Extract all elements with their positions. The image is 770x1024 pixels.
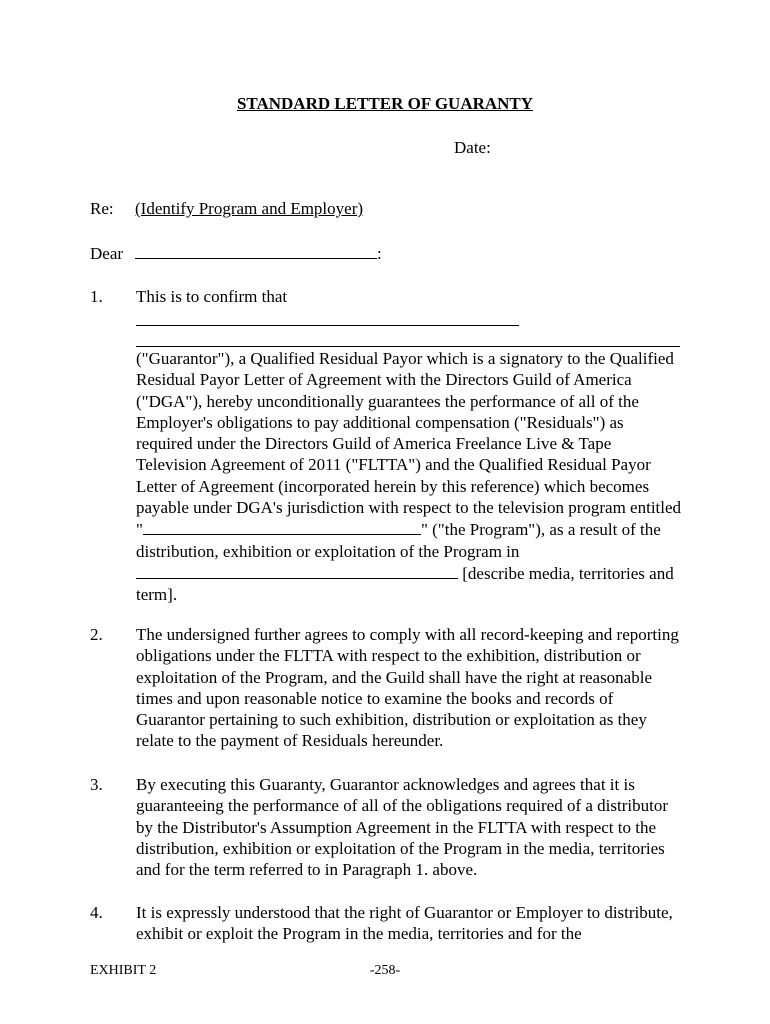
re-line [90,199,363,219]
paragraph-text [136,348,682,606]
paragraph-text: The undersigned further agrees to comply with all record-keeping and reporting obligations under the FLTTA with respect to the exhibition, distribution or exploitation of the Program, and the Guild shall have the right at reasonable times and upon reasonable notice to examine the books and records of Guarantor pertaining to such exhibition, distribution or exploitation as they relate to the payment of Residuals hereunder. [136,625,679,751]
paragraph-1-intro [90,286,682,307]
paragraph-text-part1: ("Guarantor"), a Qualified Residual Payor which is a signatory to the Qualified Residual Payor Letter of Agreement with the Directors Guild of America ("DGA"), hereby unconditionally guarantees the performance of all of the Employer's obligations to pay additional compensation ("Residuals") as required under the Directors Guild of America Freelance Live & Tape Television Agreement of 2011 ("FLTTA") and the Qualified Residual Payor Letter of Agreement (incorporated herein by this reference) which becomes payable under DGA's jurisdiction with respect to the television program entitled " [136,349,682,540]
program-title-blank [143,518,421,535]
page-number: -258- [369,963,401,978]
media-territories-blank [136,562,458,579]
paragraph-number: 3. [90,775,103,794]
paragraph-number: 1. [90,287,103,306]
guarantor-name-blank-2 [136,346,680,347]
salutation-line [90,242,382,264]
re-label: Re: [90,199,114,218]
addressee-blank [135,242,377,259]
paragraph-3 [90,774,682,880]
paragraph-number: 4. [90,903,103,922]
guarantor-name-blank-1 [136,325,519,326]
paragraph-4 [90,902,682,945]
paragraph-text-part3: [describe media, territories and term]. [136,563,674,605]
salutation-colon: : [377,244,382,263]
paragraph-intro-text: This is to confirm that [136,287,288,306]
document-title: STANDARD LETTER OF GUARANTY [236,94,534,113]
paragraph-text-part2: " ("the Program"), as a result of the distribution, exhibition or exploitation of the Program in [136,520,661,561]
paragraph-2 [90,624,682,752]
paragraph-1-body [90,348,682,606]
re-text: (Identify Program and Employer) [135,199,364,218]
paragraph-text: It is expressly understood that the right of Guarantor or Employer to distribute, exhibit or exploit the Program in the media, territories and for the [136,903,673,944]
paragraph-number: 2. [90,625,103,644]
date-label: Date: [454,138,491,157]
paragraph-text: By executing this Guaranty, Guarantor acknowledges and agrees that it is guaranteeing the performance of all of the obligations required of a distributor by the Distributor's Assumption Agreement in the FLTTA with respect to the distribution, exhibition or exploitation of the Program in the media, territories and for the term referred to in Paragraph 1. above. [136,775,669,880]
exhibit-label: EXHIBIT 2 [90,963,157,978]
dear-label: Dear [90,244,124,263]
